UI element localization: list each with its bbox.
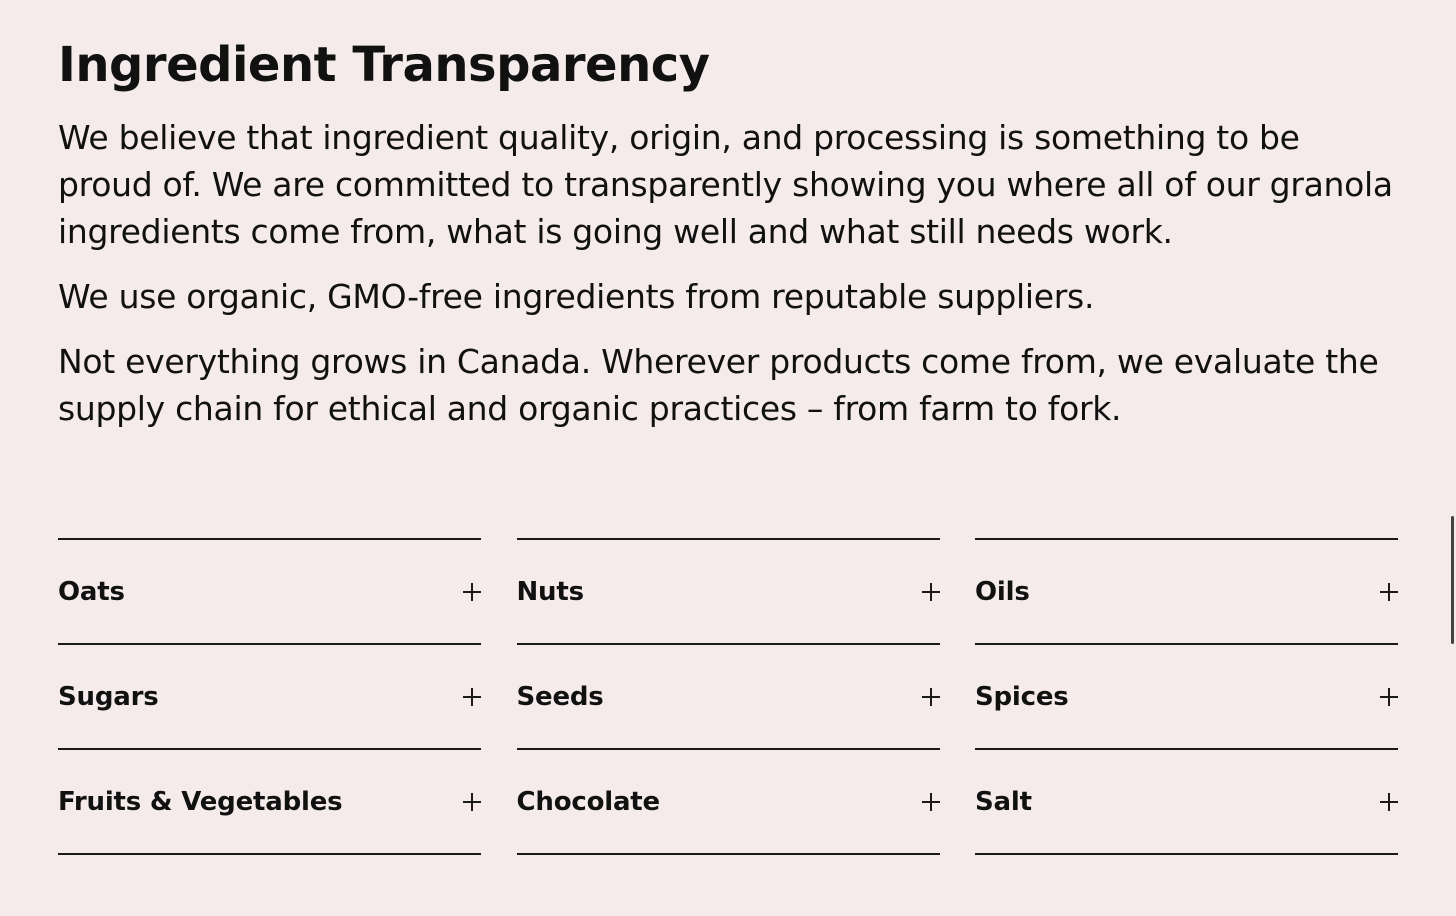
accordion-column	[975, 538, 1398, 855]
scrollbar-thumb[interactable]	[1451, 516, 1454, 644]
accordion-item-sugars[interactable]	[58, 645, 481, 750]
intro-paragraph: We use organic, GMO-free ingredients from reputable suppliers.	[58, 277, 1095, 316]
accordion-item-label: Seeds	[516, 681, 604, 712]
accordion-item-label: Salt	[975, 786, 1032, 817]
accordion-item-label: Fruits & Vegetables	[58, 786, 343, 817]
accordion-column	[58, 538, 481, 855]
accordion-item-oils[interactable]	[975, 540, 1398, 645]
accordion-item-nuts[interactable]	[517, 540, 940, 645]
accordion-item-chocolate[interactable]	[517, 750, 940, 855]
accordion-item-seeds[interactable]	[517, 645, 940, 750]
accordion-item-label: Oils	[975, 576, 1030, 607]
accordion-column	[517, 538, 940, 855]
accordion-item-spices[interactable]	[975, 645, 1398, 750]
ingredient-transparency-section	[58, 0, 1398, 817]
plus-icon[interactable]	[922, 793, 940, 811]
accordion-item-label: Nuts	[516, 576, 584, 607]
plus-icon[interactable]	[1380, 583, 1398, 601]
intro-text	[58, 114, 1398, 432]
accordion-item-label: Oats	[58, 576, 125, 607]
plus-icon[interactable]	[463, 688, 481, 706]
accordion-item-fruits-vegetables[interactable]	[58, 750, 481, 855]
plus-icon[interactable]	[1380, 688, 1398, 706]
intro-paragraph: We believe that ingredient quality, origin, and processing is something to be proud of. We are committed to transparently showing you where all of our granola ingredients come from, what is going well and what still needs work.	[58, 118, 1393, 251]
accordion-item-salt[interactable]	[975, 750, 1398, 855]
ingredient-accordion	[58, 538, 1398, 855]
intro-paragraph: Not everything grows in Canada. Wherever products come from, we evaluate the supply chain for ethical and organic practices – from farm to fork.	[58, 342, 1379, 428]
plus-icon[interactable]	[463, 583, 481, 601]
plus-icon[interactable]	[922, 688, 940, 706]
plus-icon[interactable]	[1380, 793, 1398, 811]
accordion-item-oats[interactable]	[58, 540, 481, 645]
accordion-item-label: Spices	[975, 681, 1069, 712]
plus-icon[interactable]	[463, 793, 481, 811]
plus-icon[interactable]	[922, 583, 940, 601]
accordion-item-label: Chocolate	[516, 786, 660, 817]
section-title: Ingredient Transparency	[58, 37, 710, 93]
accordion-item-label: Sugars	[58, 681, 159, 712]
